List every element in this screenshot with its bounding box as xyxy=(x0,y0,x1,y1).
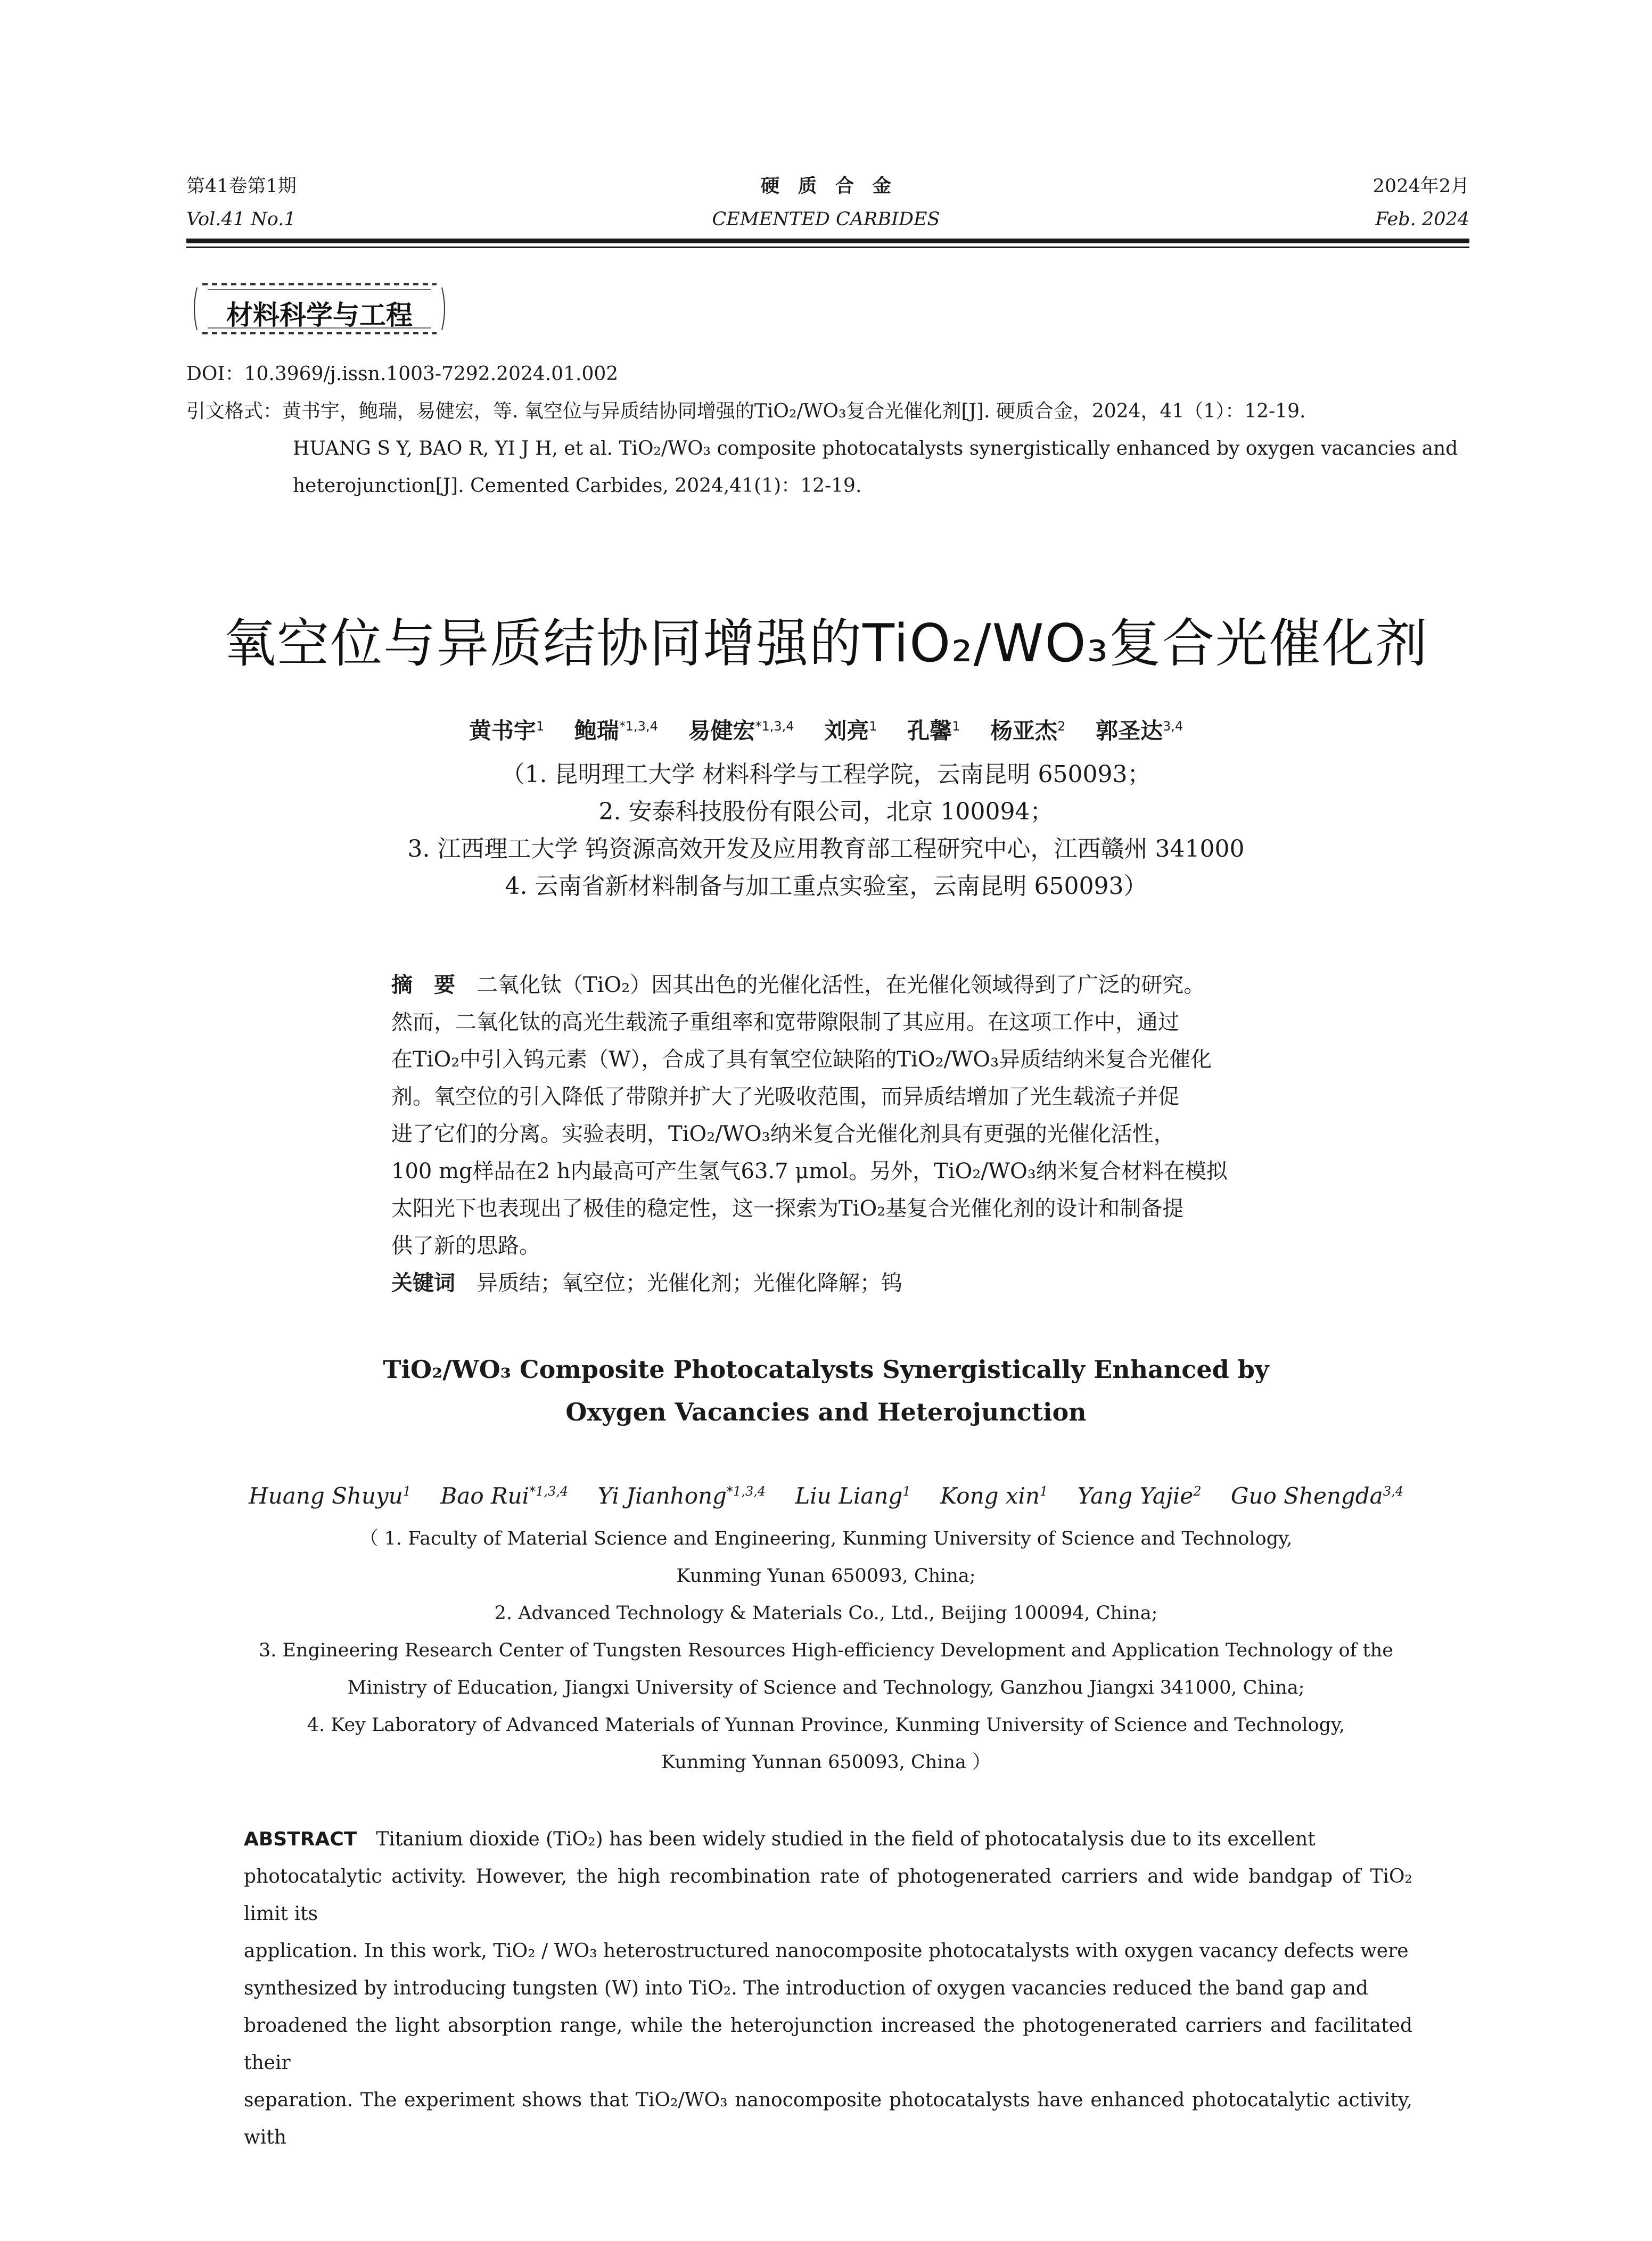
volume-en: Vol.41 No.1 xyxy=(186,209,296,230)
abstract-cn-line: 100 mg样品在2 h内最高可产生氢气63.7 μmol。另外，TiO₂/WO₃纳米复合材料在模拟 xyxy=(391,1159,1228,1184)
keywords-cn xyxy=(391,1265,1264,1302)
volume-cn: 第41卷第1期 xyxy=(186,176,297,197)
title-en-line-2: Oxygen Vacancies and Heterojunction xyxy=(565,1398,1087,1426)
affiliation-en: 2. Advanced Technology & Materials Co., Ltd., Beijing 100094, China; xyxy=(494,1603,1158,1624)
author-cn: 杨亚杰$^2$ xyxy=(990,718,1066,744)
affiliation-en: Kunming Yunan 650093, China; xyxy=(676,1565,976,1587)
abstract-en xyxy=(244,1821,1412,2156)
abstract-en-line: photocatalytic activity. However, the high recombination rate of photogenerated carriers and wide bandgap of TiO₂ limit its xyxy=(244,1866,1412,1925)
abstract-en-line: broadened the light absorption range, while the heterojunction increased the photogenerated carriers and facilitated their xyxy=(244,2015,1412,2074)
author-en: Guo Shengda$^{3,4}$ xyxy=(1230,1483,1403,1509)
abstract-en-line: separation. The experiment shows that TiO₂/WO₃ nanocomposite photocatalysts have enhanced photocatalytic activity, with xyxy=(244,2089,1412,2148)
section-seal xyxy=(186,277,453,341)
abstract-en-line: synthesized by introducing tungsten (W) into TiO₂. The introduction of oxygen vacancies reduced the band gap and xyxy=(244,1977,1368,1999)
affiliations-cn xyxy=(0,756,1652,905)
author-en: Huang Shuyu$^1$ xyxy=(249,1483,412,1509)
author-en: Liu Liang$^1$ xyxy=(795,1483,911,1509)
abstract-en-label: ABSTRACT xyxy=(244,1828,357,1850)
header-rule-thin xyxy=(186,247,1469,248)
citation-cn-text: 黄书宇，鲍瑞，易健宏，等. 氧空位与异质结协同增强的TiO₂/WO₃复合光催化剂[J]. 硬质合金，2024，41（1）：12-19. xyxy=(282,400,1306,422)
affiliation-en: （ 1. Faculty of Material Science and Engineering, Kunming University of Science and Technology, xyxy=(359,1528,1293,1549)
citation-en-line-1: HUANG S Y, BAO R, YI J H, et al. TiO₂/WO₃ composite photocatalysts synergistically enhanced by oxygen vacancies and xyxy=(293,438,1458,459)
abstract-cn-line: 在TiO₂中引入钨元素（W），合成了具有氧空位缺陷的TiO₂/WO₃异质结纳米复合光催化 xyxy=(391,1047,1212,1072)
abstract-cn-line: 供了新的思路。 xyxy=(391,1234,540,1258)
abstract-cn xyxy=(391,966,1264,1302)
title-cn: 氧空位与异质结协同增强的TiO₂/WO₃复合光催化剂 xyxy=(224,613,1428,674)
date-cn: 2024年2月 xyxy=(1372,176,1469,197)
section-seal-label: 材料科学与工程 xyxy=(226,300,413,331)
author-cn: 易健宏$^{*1,3,4}$ xyxy=(688,718,794,744)
citation-cn xyxy=(186,393,1475,430)
author-en: Bao Rui$^{*1,3,4}$ xyxy=(440,1483,569,1509)
affiliation-en: 4. Key Laboratory of Advanced Materials of Yunnan Province, Kunming University of Science and Technology, xyxy=(307,1714,1345,1736)
author-cn: 刘亮$^1$ xyxy=(824,718,877,744)
doi: DOI：10.3969/j.issn.1003-7292.2024.01.002 xyxy=(186,363,619,385)
affiliation-en: 3. Engineering Research Center of Tungsten Resources High-efficiency Development and Application Technology of the xyxy=(258,1640,1393,1661)
citation-cn-prefix: 引文格式： xyxy=(186,400,283,422)
abstract-cn-line: 剂。氧空位的引入降低了带隙并扩大了光吸收范围，而异质结增加了光生载流子并促 xyxy=(391,1085,1179,1109)
journal-name-cn: 硬 质 合 金 xyxy=(760,176,891,197)
author-cn: 黄书宇$^1$ xyxy=(469,718,545,744)
header-rule-thick xyxy=(186,239,1469,243)
keywords-cn-text: 异质结；氧空位；光催化剂；光催化降解；钨 xyxy=(476,1271,902,1295)
affiliation-cn: （1. 昆明理工大学 材料科学与工程学院，云南昆明 650093； xyxy=(501,761,1151,788)
author-cn: 鲍瑞$^{*1,3,4}$ xyxy=(574,718,658,744)
title-en xyxy=(0,1348,1652,1433)
affiliation-en: Kunming Yunnan 650093, China ） xyxy=(661,1752,991,1773)
journal-name-en: CEMENTED CARBIDES xyxy=(712,209,940,230)
affiliation-cn: 4. 云南省新材料制备与加工重点实验室，云南昆明 650093） xyxy=(505,873,1147,900)
author-en: Kong xin$^1$ xyxy=(940,1483,1048,1509)
author-cn: 郭圣达$^{3,4}$ xyxy=(1095,718,1183,744)
abstract-en-line: application. In this work, TiO₂ / WO₃ heterostructured nanocomposite photocatalysts with oxygen vacancy defects were xyxy=(244,1940,1409,1962)
authors-en xyxy=(0,1483,1652,1509)
abstract-cn-line: 进了它们的分离。实验表明，TiO₂/WO₃纳米复合光催化剂具有更强的光催化活性， xyxy=(391,1122,1175,1146)
abstract-cn-label: 摘 要 xyxy=(391,973,455,997)
affiliation-cn: 2. 安泰科技股份有限公司，北京 100094； xyxy=(598,798,1054,825)
authors-cn xyxy=(0,713,1652,745)
affiliation-en: Ministry of Education, Jiangxi University of Science and Technology, Ganzhou Jiangxi 341000, China; xyxy=(347,1677,1305,1698)
abstract-cn-line: 然而，二氧化钛的高光生载流子重组率和宽带隙限制了其应用。在这项工作中，通过 xyxy=(391,1010,1179,1035)
abstract-cn-line: 摘 要 二氧化钛（TiO₂）因其出色的光催化活性，在光催化领域得到了广泛的研究。 xyxy=(391,973,1205,997)
abstract-en-line: ABSTRACT Titanium dioxide (TiO₂) has been widely studied in the field of photocatalysis due to its excellent xyxy=(244,1828,1316,1850)
author-en: Yang Yajie$^2$ xyxy=(1077,1483,1202,1509)
affiliation-cn: 3. 江西理工大学 钨资源高效开发及应用教育部工程研究中心，江西赣州 341000 xyxy=(407,835,1245,863)
citation-en-line-2: heterojunction[J]. Cemented Carbides, 2024,41(1)：12-19. xyxy=(293,475,862,497)
keywords-cn-label: 关键词 xyxy=(391,1271,455,1295)
affiliations-en xyxy=(0,1520,1652,1781)
title-en-line-1: TiO₂/WO₃ Composite Photocatalysts Synergistically Enhanced by xyxy=(383,1355,1269,1384)
author-en: Yi Jianhong$^{*1,3,4}$ xyxy=(597,1483,766,1509)
abstract-cn-line: 太阳光下也表现出了极佳的稳定性，这一探索为TiO₂基复合光催化剂的设计和制备提 xyxy=(391,1196,1184,1221)
author-cn: 孔馨$^1$ xyxy=(907,718,960,744)
date-en: Feb. 2024 xyxy=(1375,209,1469,230)
